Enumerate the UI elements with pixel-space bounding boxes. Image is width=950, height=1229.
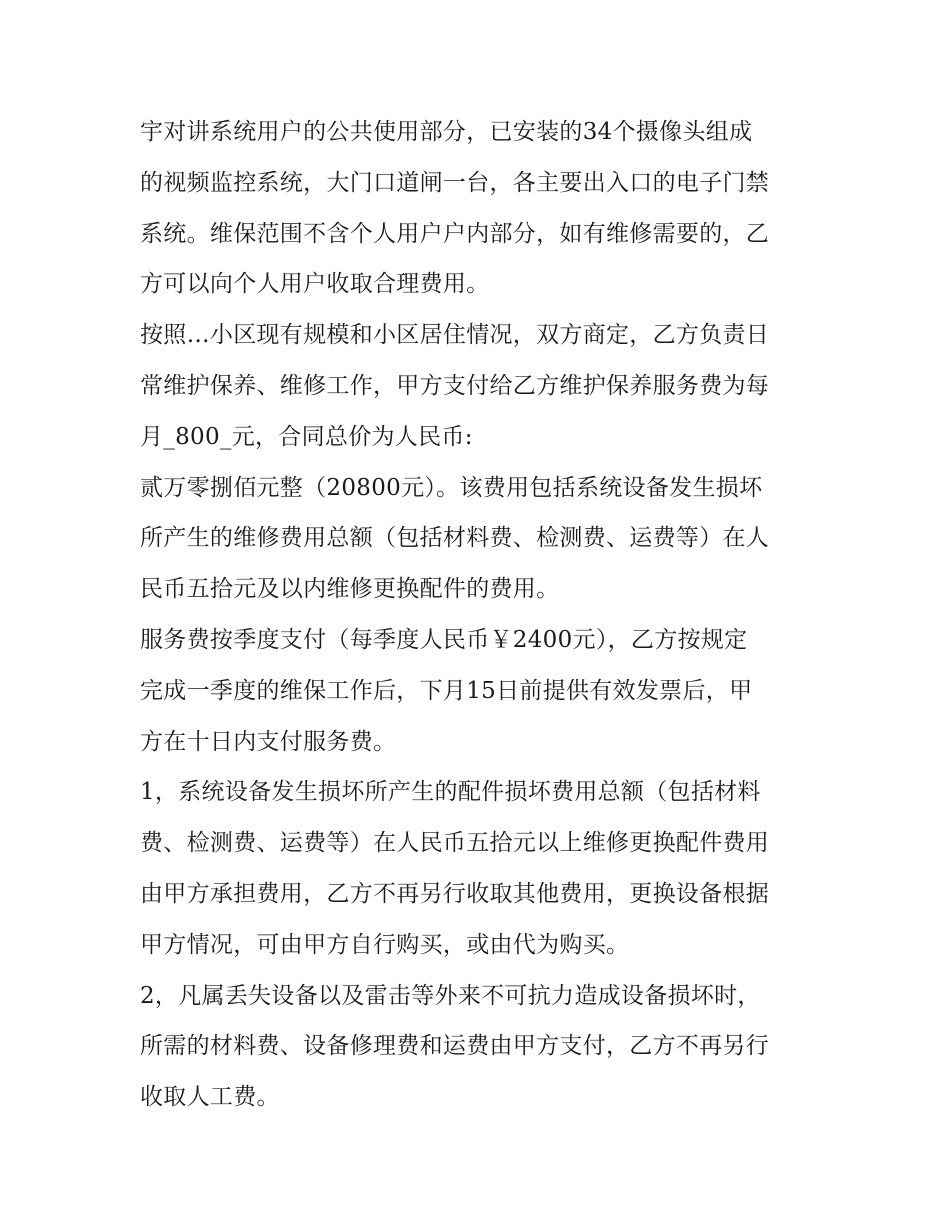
text-line: 所产生的维修费用总额（包括材料费、检测费、运费等）在人 (140, 525, 770, 552)
text-line: 服务费按季度支付（每季度人民币￥2400元），乙方按规定 (140, 626, 748, 653)
text-line: 的视频监控系统，大门口道闸一台，各主要出入口的电子门禁 (140, 169, 770, 196)
text-line: 完成一季度的维保工作后，下月15日前提供有效发票后，甲 (140, 677, 753, 704)
text-line: 方在十日内支付服务费。 (140, 728, 397, 755)
paragraph-clause-2 (140, 971, 820, 1123)
text-line: 1，系统设备发生损坏所产生的配件损坏费用总额（包括材料 (140, 779, 761, 806)
text-line: 系统。维保范围不含个人用户户内部分，如有维修需要的，乙 (140, 220, 770, 247)
text-line: 收取人工费。 (140, 1084, 280, 1111)
text-line: 2，凡属丢失设备以及雷击等外来不可抗力造成设备损坏时， (140, 982, 761, 1009)
text-line: 月_800_元，合同总价为人民币: (140, 423, 473, 450)
text-line: 由甲方承担费用，乙方不再另行收取其他费用，更换设备根据 (140, 880, 770, 907)
document-page (140, 107, 820, 1123)
paragraph-payment-terms (140, 615, 820, 767)
text-line: 费、检测费、运费等）在人民币五拾元以上维修更换配件费用 (140, 830, 770, 857)
text-line: 民币五拾元及以内维修更换配件的费用。 (140, 576, 560, 603)
paragraph-clause-1 (140, 767, 820, 970)
text-line: 方可以向个人用户收取合理费用。 (140, 271, 490, 298)
text-line: 甲方情况，可由甲方自行购买，或由代为购买。 (140, 931, 630, 958)
text-line: 所需的材料费、设备修理费和运费由甲方支付，乙方不再另行 (140, 1033, 770, 1060)
text-line: 宇对讲系统用户的公共使用部分，已安装的34个摄像头组成 (140, 119, 753, 145)
text-line: 按照…小区现有规模和小区居住情况，双方商定，乙方负责日 (140, 322, 770, 349)
paragraph-total-price (140, 463, 820, 615)
text-line: 贰万零捌佰元整（20800元）。该费用包括系统设备发生损坏 (140, 474, 763, 501)
paragraph-service-fee (140, 310, 820, 462)
text-line: 常维护保养、维修工作，甲方支付给乙方维护保养服务费为每 (140, 372, 770, 399)
paragraph-scope (140, 107, 820, 310)
